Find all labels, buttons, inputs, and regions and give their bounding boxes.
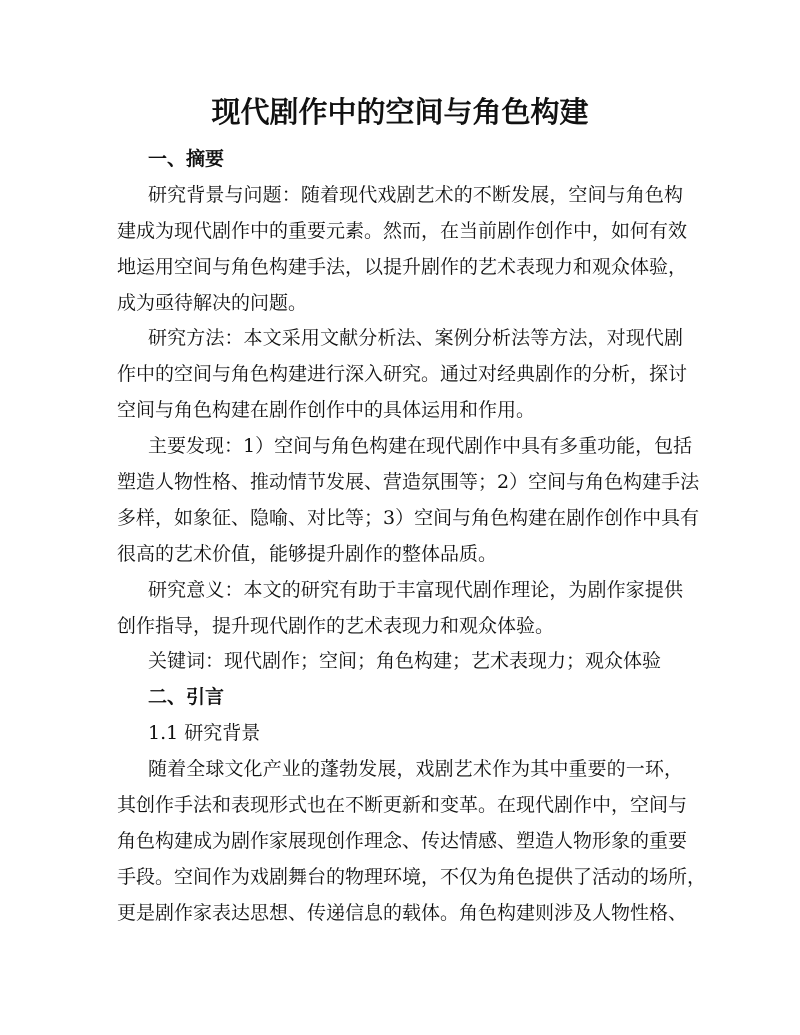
text-line: 随着全球文化产业的蓬勃发展，戏剧艺术作为其中重要的一环， (148, 758, 683, 781)
paragraph-background (117, 178, 688, 322)
text-line: 创作指导，提升现代剧作的艺术表现力和观众体验。 (117, 614, 555, 637)
text-line: 主要发现：1）空间与角色构建在现代剧作中具有多重功能，包括 (148, 435, 693, 458)
text-line: 多样，如象征、隐喻、对比等；3）空间与角色构建在剧作创作中具有 (117, 506, 700, 529)
paragraph-intro-background (117, 752, 707, 931)
keywords: 关键词：现代剧作；空间；角色构建；艺术表现力；观众体验 (148, 650, 662, 673)
text-line: 成为亟待解决的问题。 (117, 291, 308, 314)
document-title: 现代剧作中的空间与角色构建 (211, 95, 589, 129)
text-line: 作中的空间与角色构建进行深入研究。通过对经典剧作的分析，探讨 (117, 363, 688, 386)
text-line: 研究意义：本文的研究有助于丰富现代剧作理论，为剧作家提供 (148, 578, 683, 601)
document-body (117, 142, 707, 932)
text-line: 地运用空间与角色构建手法，以提升剧作的艺术表现力和观众体验， (117, 255, 688, 278)
section-heading-abstract: 一、摘要 (148, 148, 225, 170)
paragraph-method (117, 321, 688, 429)
section-heading-intro: 二、引言 (148, 686, 225, 709)
text-line: 其创作手法和表现形式也在不断更新和变革。在现代剧作中，空间与 (117, 794, 688, 817)
subsection-heading: 1.1 研究背景 (148, 722, 261, 745)
text-line: 更是剧作家表达思想、传递信息的载体。角色构建则涉及人物性格、 (117, 901, 688, 924)
paragraph-findings (117, 429, 700, 573)
text-line: 建成为现代剧作中的重要元素。然而，在当前剧作创作中，如何有效 (117, 219, 688, 242)
text-line: 手段。空间作为戏剧舞台的物理环境，不仅为角色提供了活动的场所， (117, 865, 707, 888)
text-line: 研究背景与问题：随着现代戏剧艺术的不断发展，空间与角色构 (148, 183, 683, 206)
text-line: 很高的艺术价值，能够提升剧作的整体品质。 (117, 542, 498, 565)
text-line: 研究方法：本文采用文献分析法、案例分析法等方法，对现代剧 (148, 327, 683, 350)
text-line: 空间与角色构建在剧作创作中的具体运用和作用。 (117, 399, 536, 422)
text-line: 塑造人物性格、推动情节发展、营造氛围等；2）空间与角色构建手法 (117, 471, 700, 494)
text-line: 角色构建成为剧作家展现创作理念、传达情感、塑造人物形象的重要 (117, 829, 688, 852)
paragraph-significance (117, 573, 683, 645)
